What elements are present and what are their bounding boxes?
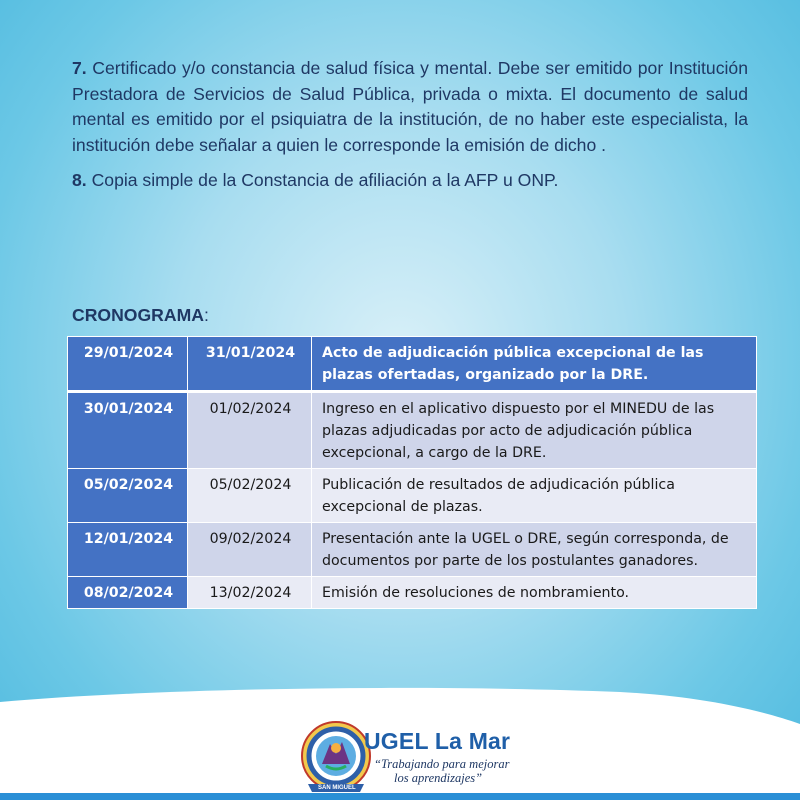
brand xyxy=(364,728,510,785)
end-date-cell: 05/02/2024 xyxy=(188,469,312,523)
requirement-text: Certificado y/o constancia de salud física y mental. Debe ser emitido por Institución Prestadora de Servicios de Salud Pública, privada o mixta. El documento de salud mental es emitido por el psiquiatra de la institución, de no haber este especialista, la institución debe señalar a quien le corresponde la emisión de dicho . xyxy=(72,58,748,155)
cronograma-heading xyxy=(72,305,209,326)
table-row xyxy=(68,523,757,577)
requirement-number: 7. xyxy=(72,58,87,78)
requirement-number: 8. xyxy=(72,170,87,190)
start-date-cell: 05/02/2024 xyxy=(68,469,188,523)
requirement-7 xyxy=(72,56,748,158)
brand-name: UGEL La Mar xyxy=(364,728,511,754)
table-row xyxy=(68,337,757,392)
end-date-cell: 31/01/2024 xyxy=(188,337,312,392)
slogan-line-2: los aprendizajes” xyxy=(394,771,483,785)
requirement-text: Copia simple de la Constancia de afiliación a la AFP u ONP. xyxy=(86,170,559,190)
brand-slogan xyxy=(374,757,510,785)
start-date-cell: 29/01/2024 xyxy=(68,337,188,392)
table-row xyxy=(68,577,757,609)
start-date-cell: 12/01/2024 xyxy=(68,523,188,577)
table-row xyxy=(68,469,757,523)
end-date-cell: 01/02/2024 xyxy=(188,392,312,469)
activity-cell: Emisión de resoluciones de nombramiento. xyxy=(312,577,757,609)
activity-cell: Ingreso en el aplicativo dispuesto por el MINEDU de las plazas adjudicadas por acto de adjudicación pública excepcional, a cargo de la DRE. xyxy=(312,392,757,469)
logo-ring-text xyxy=(296,718,297,719)
end-date-cell: 09/02/2024 xyxy=(188,523,312,577)
end-date-cell: 13/02/2024 xyxy=(188,577,312,609)
slogan-line-1: “Trabajando para mejorar xyxy=(374,757,510,771)
start-date-cell: 08/02/2024 xyxy=(68,577,188,609)
requirement-8 xyxy=(72,168,748,194)
activity-cell: Presentación ante la UGEL o DRE, según corresponda, de documentos por parte de los postulantes ganadores. xyxy=(312,523,757,577)
activity-cell: Acto de adjudicación pública excepcional de las plazas ofertadas, organizado por la DRE. xyxy=(312,337,757,392)
logo-ribbon-text: SAN MIGUEL xyxy=(318,785,356,791)
cronograma-title: CRONOGRAMA xyxy=(72,305,204,325)
table-row xyxy=(68,392,757,469)
start-date-cell: 30/01/2024 xyxy=(68,392,188,469)
requirements-text xyxy=(72,56,748,204)
cronograma-table xyxy=(67,336,757,609)
cronograma-colon: : xyxy=(203,305,209,325)
activity-cell: Publicación de resultados de adjudicación pública excepcional de plazas. xyxy=(312,469,757,523)
